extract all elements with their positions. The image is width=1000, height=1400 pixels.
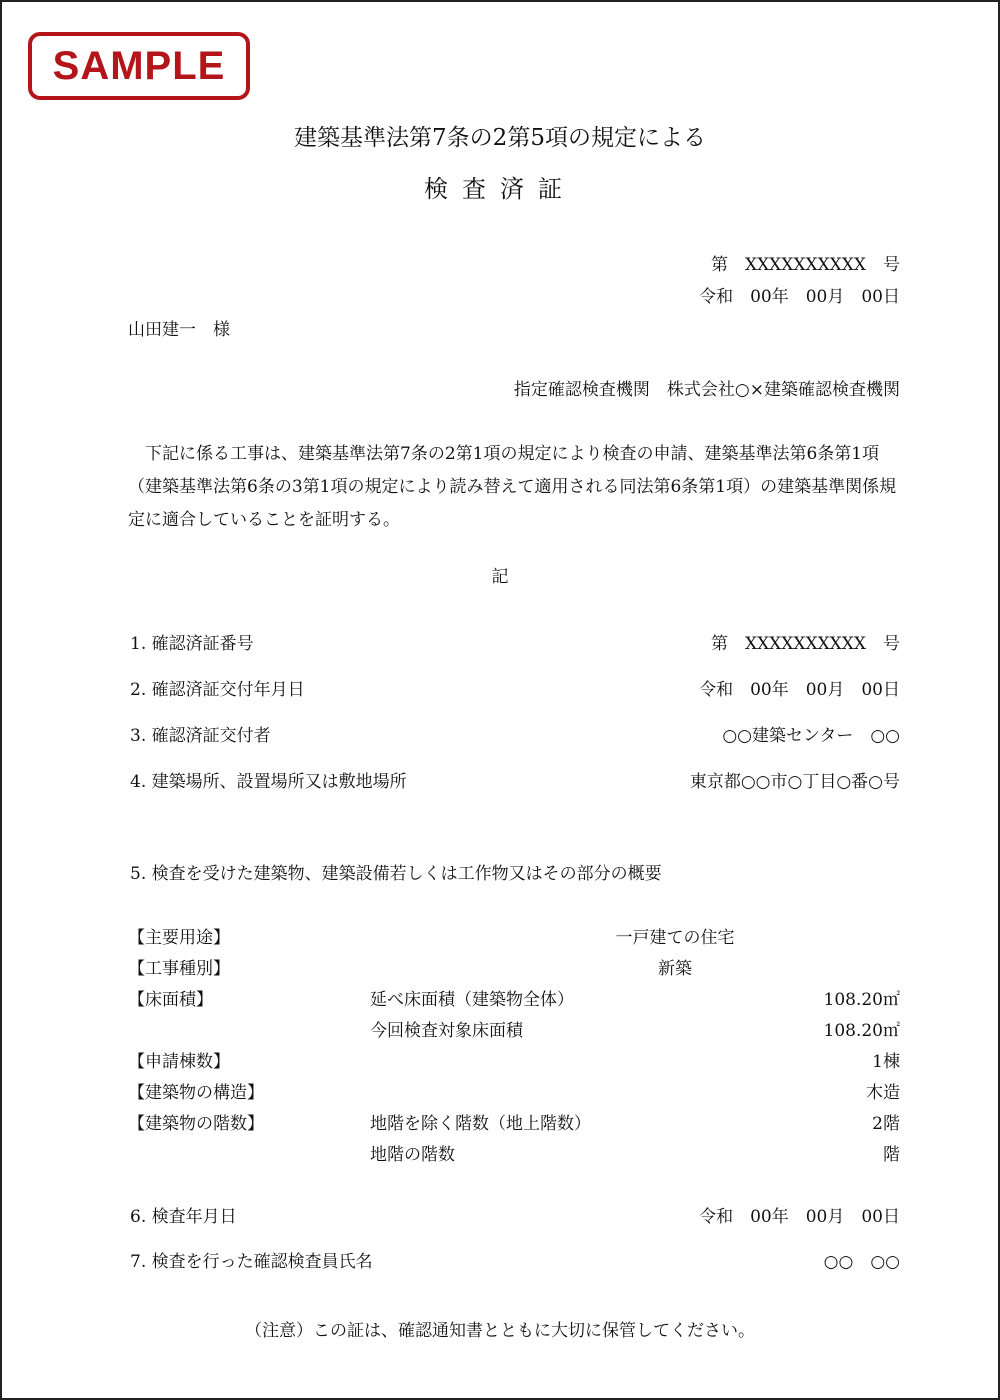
item-7-label: 7. 検査を行った確認検査員氏名 <box>130 1252 373 1272</box>
main-use-value: 一戸建ての住宅 <box>615 928 735 948</box>
floor-area-inspected-value: 108.20㎡ <box>823 1021 900 1041</box>
work-type-label: 【工事種別】 <box>128 959 230 979</box>
note-text: （注意）この証は、確認通知書とともに大切に保管してください。 <box>245 1321 755 1341</box>
basement-stories-value: 階 <box>883 1145 900 1165</box>
item-3-value: ○○建築センター ○○ <box>722 726 900 746</box>
structure-label: 【建築物の構造】 <box>128 1083 264 1103</box>
basement-stories-label: 地階の階数 <box>370 1145 455 1165</box>
stories-above-ground-label: 地階を除く階数（地上階数） <box>370 1114 591 1134</box>
work-type-value: 新築 <box>658 959 692 979</box>
main-use-label: 【主要用途】 <box>128 928 230 948</box>
floor-area-inspected-label: 今回検査対象床面積 <box>370 1021 523 1041</box>
floor-area-total-label: 延べ床面積（建築物全体） <box>370 990 574 1010</box>
building-count-value: 1棟 <box>872 1052 900 1072</box>
item-2-label: 2. 確認済証交付年月日 <box>130 680 305 700</box>
item-3-label: 3. 確認済証交付者 <box>130 726 271 746</box>
title-line-1: 建築基準法第7条の2第5項の規定による <box>294 125 706 151</box>
document-number: 第 XXXXXXXXXX 号 <box>710 255 900 275</box>
item-4-value: 東京都○○市○丁目○番○号 <box>689 772 900 792</box>
structure-value: 木造 <box>866 1083 900 1103</box>
item-5-label: 5. 検査を受けた建築物、建築設備若しくは工作物又はその部分の概要 <box>130 864 662 884</box>
item-6-value: 令和 00年 00月 00日 <box>699 1207 900 1227</box>
item-1-value: 第 XXXXXXXXXX 号 <box>710 634 900 654</box>
recipient-name: 山田建一 様 <box>128 320 230 340</box>
item-4-label: 4. 建築場所、設置場所又は敷地場所 <box>130 772 407 792</box>
item-1-label: 1. 確認済証番号 <box>130 634 254 654</box>
certification-statement: 下記に係る工事は、建築基準法第7条の2第1項の規定により検査の申請、建築基準法第6条第1項（建築基準法第6条の3第1項の規定により読み替えて適用される同法第6条第1項）の建築基準関係規定に適合していることを証明する。 <box>128 444 897 530</box>
building-count-label: 【申請棟数】 <box>128 1052 230 1072</box>
document-title: 検査済証 <box>424 175 576 203</box>
item-7-value: ○○ ○○ <box>823 1252 900 1272</box>
ki-heading: 記 <box>491 567 509 587</box>
item-6-label: 6. 検査年月日 <box>130 1207 237 1227</box>
floor-area-label: 【床面積】 <box>128 990 213 1010</box>
item-2-value: 令和 00年 00月 00日 <box>699 680 900 700</box>
floor-area-total-value: 108.20㎡ <box>823 990 900 1010</box>
stories-label: 【建築物の階数】 <box>128 1114 264 1134</box>
issuer-name: 指定確認検査機関 株式会社○×建築確認検査機関 <box>513 380 900 400</box>
document-date: 令和 00年 00月 00日 <box>699 287 900 307</box>
sample-stamp: SAMPLE <box>28 32 250 100</box>
stories-above-ground-value: 2階 <box>872 1114 900 1134</box>
